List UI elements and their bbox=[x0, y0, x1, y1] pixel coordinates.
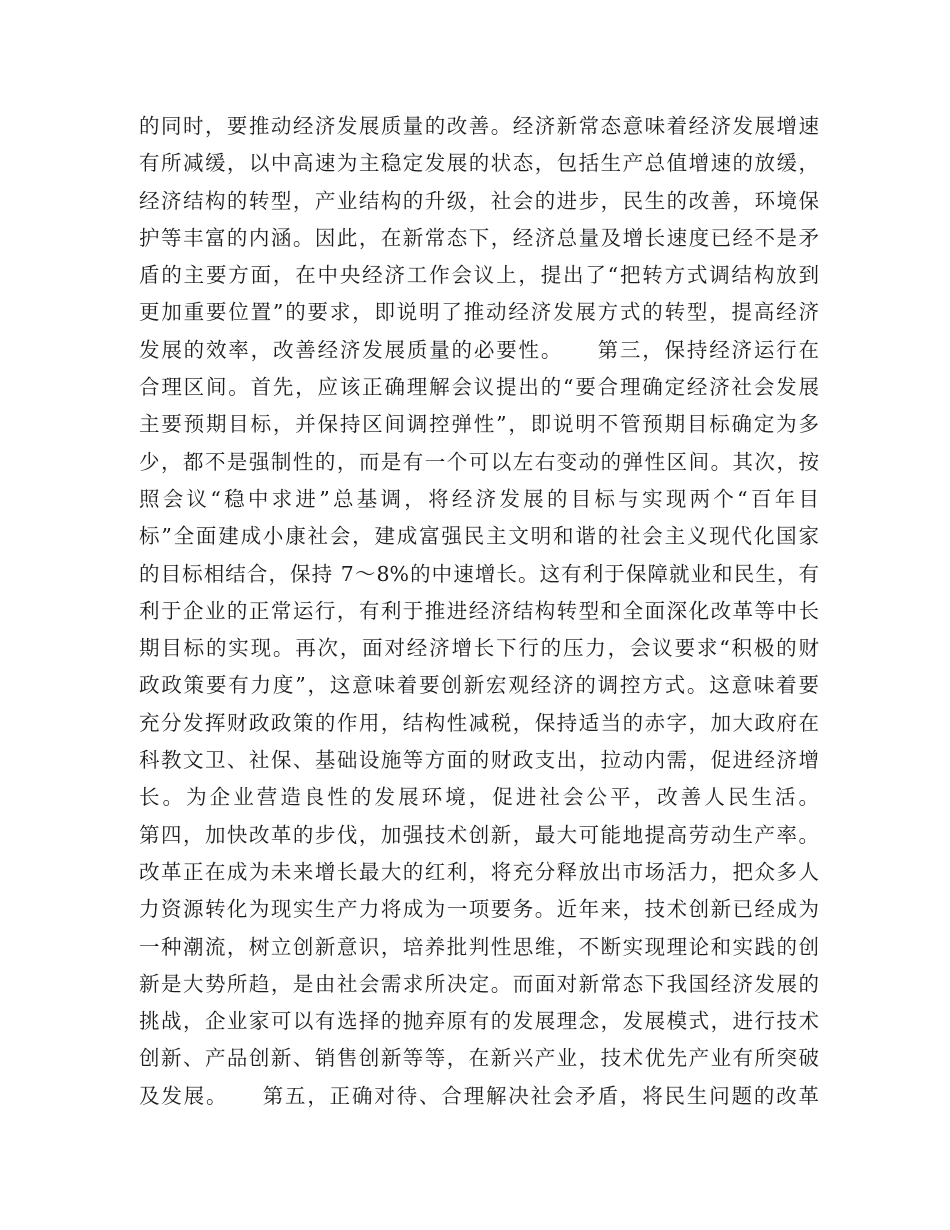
text-line: 第四，加快改革的步伐，加强技术创新，最大可能地提高劳动生产率。 bbox=[139, 822, 819, 847]
text-line: 标”全面建成小康社会，建成富强民主文明和谐的社会主义现代化国家 bbox=[139, 524, 819, 549]
text-line: 发展的效率，改善经济发展质量的必要性。 第三，保持经济运行在 bbox=[139, 337, 819, 362]
text-line: 护等丰富的内涵。因此，在新常态下，经济总量及增长速度已经不是矛 bbox=[139, 225, 819, 250]
text-line: 改革正在成为未来增长最大的红利，将充分释放出市场活力，把众多人 bbox=[139, 859, 819, 884]
text-line: 有所减缓，以中高速为主稳定发展的状态，包括生产总值增速的放缓， bbox=[139, 151, 819, 176]
text-line: 盾的主要方面，在中央经济工作会议上，提出了“把转方式调结构放到 bbox=[139, 263, 819, 288]
text-line: 政政策要有力度”，这意味着要创新宏观经济的调控方式。这意味着要 bbox=[139, 673, 819, 698]
text-line: 主要预期目标，并保持区间调控弹性”，即说明不管预期目标确定为多 bbox=[139, 412, 819, 437]
text-line: 力资源转化为现实生产力将成为一项要务。近年来，技术创新已经成为 bbox=[139, 897, 819, 922]
text-line: 期目标的实现。再次，面对经济增长下行的压力，会议要求“积极的财 bbox=[139, 636, 819, 661]
text-line: 充分发挥财政政策的作用，结构性减税，保持适当的赤字，加大政府在 bbox=[139, 710, 819, 735]
text-line: 利于企业的正常运行，有利于推进经济结构转型和全面深化改革等中长 bbox=[139, 598, 819, 623]
text-line: 一种潮流，树立创新意识，培养批判性思维，不断实现理论和实践的创 bbox=[139, 934, 819, 959]
text-line: 挑战，企业家可以有选择的抛弃原有的发展理念，发展模式，进行技术 bbox=[139, 1009, 819, 1034]
text-line: 科教文卫、社保、基础设施等方面的财政支出，拉动内需，促进经济增 bbox=[139, 748, 819, 773]
text-line: 少，都不是强制性的，而是有一个可以左右变动的弹性区间。其次，按 bbox=[139, 449, 819, 474]
text-line: 更加重要位置”的要求，即说明了推动经济发展方式的转型，提高经济 bbox=[139, 300, 819, 325]
text-line: 经济结构的转型，产业结构的升级，社会的进步，民生的改善，环境保 bbox=[139, 188, 819, 213]
text-line: 合理区间。首先，应该正确理解会议提出的“要合理确定经济社会发展 bbox=[139, 375, 819, 400]
text-line: 照会议“稳中求进”总基调，将经济发展的目标与实现两个“百年目 bbox=[139, 486, 819, 511]
text-line: 及发展。 第五，正确对待、合理解决社会矛盾，将民生问题的改革 bbox=[139, 1083, 819, 1108]
text-line: 长。为企业营造良性的发展环境，促进社会公平，改善人民生活。 bbox=[139, 785, 819, 810]
text-line: 的目标相结合，保持 7～8%的中速增长。这有利于保障就业和民生，有 bbox=[139, 561, 819, 586]
text-line: 的同时，要推动经济发展质量的改善。经济新常态意味着经济发展增速 bbox=[139, 114, 819, 138]
body-text bbox=[139, 108, 819, 1115]
text-line: 创新、产品创新、销售创新等等，在新兴产业，技术优先产业有所突破 bbox=[139, 1046, 819, 1071]
text-line: 新是大势所趋，是由社会需求所决定。而面对新常态下我国经济发展的 bbox=[139, 971, 819, 996]
